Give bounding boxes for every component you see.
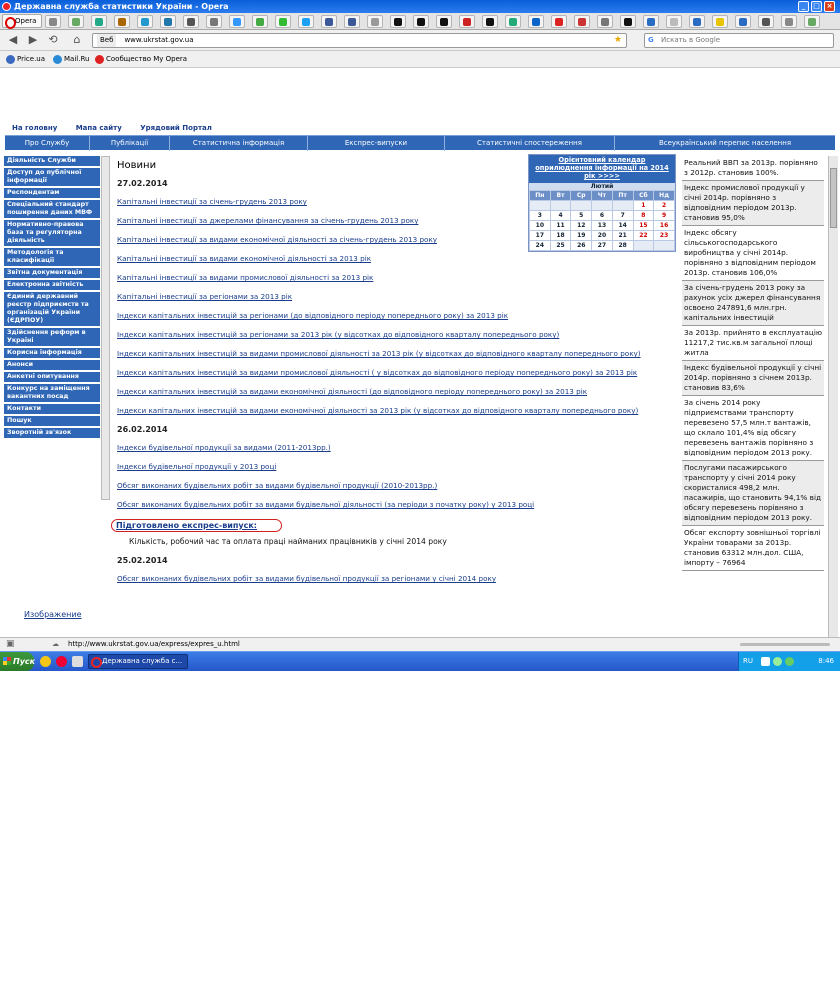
speed-dial-tab-icon[interactable] (68, 15, 84, 28)
calendar-day[interactable]: 16 (654, 221, 674, 230)
cloud-icon[interactable]: ☁ (52, 640, 59, 648)
speed-dial-tab-icon[interactable] (275, 15, 291, 28)
news-link[interactable]: Індекси капітальних інвестицій за видами промислової діяльності за 2013 рік (у відсотках до відповідного кварталу попереднього року) (117, 349, 641, 358)
site-icon (463, 18, 471, 26)
speed-dial-tab-icon[interactable] (574, 15, 590, 28)
left-nav-item[interactable]: Спеціальний стандарт поширення даних МВФ (4, 200, 100, 220)
site-icon (808, 18, 816, 26)
speed-dial-tab-icon[interactable] (666, 15, 682, 28)
left-nav-item[interactable]: Контакти (4, 404, 100, 416)
ticker-item: Індекс будівельної продукції у січні 2014р. порівняно з січнем 2013р. становив 83,6% (682, 361, 824, 396)
tray-icon[interactable] (761, 657, 770, 666)
speed-dial-tab-icon[interactable] (459, 15, 475, 28)
site-icon (302, 18, 310, 26)
main-nav (5, 135, 835, 150)
site-icon (325, 18, 333, 26)
start-button[interactable]: Пуск (0, 652, 34, 671)
news-link[interactable]: Індекси капітальних інвестицій за видами економічної діяльності за 2013 рік (у відсотках до відповідного кварталу попереднього року) (117, 406, 639, 415)
site-icon (693, 18, 701, 26)
site-icon (118, 18, 126, 26)
calendar-header-link[interactable]: Орієнтовний календар оприлюднення інформації на 2014 рік >>>> (529, 155, 675, 183)
calendar-day[interactable]: 11 (551, 221, 571, 230)
main-nav-about[interactable]: Про Службу (5, 136, 90, 151)
speed-dial-tab-icon[interactable] (551, 15, 567, 28)
news-link[interactable]: Капітальні інвестиції за видами економічної діяльності за 2013 рік (117, 254, 372, 263)
calendar-weekday: Сб (634, 191, 654, 200)
site-icon (716, 18, 724, 26)
image-link[interactable]: Изображение (24, 610, 82, 619)
speed-dial-tab-icon[interactable] (804, 15, 820, 28)
ticker-item: Реальний ВВП за 2013р. порівняно з 2012р. становив 100%. (682, 156, 824, 181)
news-link[interactable]: Індекси капітальних інвестицій за видами економічної діяльності (до відповідного періоду попереднього року) за 2013 рік (117, 387, 588, 396)
close-icon[interactable]: × (824, 1, 835, 12)
news-group-links (117, 574, 677, 584)
speed-dial-tab-icon[interactable] (344, 15, 360, 28)
speed-dial-tab-icon[interactable] (781, 15, 797, 28)
ticker-item: За січень 2014 року підприємствами транспорту перевезено 57,5 млн.т вантажів, що склало 101,4% від обсягу перевезень вантажів порівняно з відповідним періодом 2013 року. (682, 396, 824, 461)
left-nav-item[interactable]: Нормативно-правова база та регуляторна діяльність (4, 220, 100, 248)
calendar-day[interactable]: 23 (654, 231, 674, 240)
news-link[interactable]: Обсяг виконаних будівельних робіт за видами будівельної продукції (2010-2013рр.) (117, 481, 438, 490)
speed-dial-tab-icon[interactable] (597, 15, 613, 28)
speed-dial-tab-icon[interactable] (45, 15, 61, 28)
status-url: http://www.ukrstat.gov.ua/express/expres_u.html (68, 640, 240, 648)
site-icon (440, 18, 448, 26)
google-icon: G (648, 36, 654, 44)
site-icon (486, 18, 494, 26)
calendar-weekday: Пт (613, 191, 633, 200)
calendar-day[interactable]: 22 (634, 231, 654, 240)
news-link[interactable]: Капітальні інвестиції за джерелами фінансування за січень-грудень 2013 року (117, 216, 419, 225)
tray-icon[interactable] (785, 657, 794, 666)
page-scrollbar[interactable] (828, 156, 838, 637)
system-tray (738, 652, 840, 671)
news-link[interactable]: Індекси будівельної продукції за видами (2011-2013рр.) (117, 443, 331, 452)
site-icon (417, 18, 425, 26)
left-nav-item[interactable]: Анонси (4, 360, 100, 372)
calendar-grid (529, 190, 675, 251)
calendar-day[interactable]: 5 (571, 211, 591, 220)
site-icon (210, 18, 218, 26)
site-icon (762, 18, 770, 26)
calendar-day[interactable]: 28 (613, 241, 633, 250)
window-titlebar (0, 0, 840, 13)
site-icon (95, 18, 103, 26)
top-link-home[interactable]: На головну (12, 124, 58, 132)
release-calendar (528, 154, 676, 252)
news-date: 27.02.2014 (117, 179, 168, 188)
news-link[interactable]: Індекси будівельної продукції у 2013 році (117, 462, 277, 471)
calendar-day[interactable]: 12 (571, 221, 591, 230)
site-icon (233, 18, 241, 26)
tray-icon[interactable] (773, 657, 782, 666)
main-nav-statistical-info[interactable]: Статистична інформація (170, 136, 308, 151)
rewind-icon[interactable]: ⟲ (48, 33, 58, 46)
calendar-day[interactable]: 25 (551, 241, 571, 250)
page-content (0, 68, 840, 637)
scrollbar-thumb[interactable] (830, 168, 837, 228)
calendar-day (634, 241, 654, 250)
top-link-sitemap[interactable]: Мапа сайту (75, 124, 122, 132)
tab-bar (0, 13, 840, 30)
express-release-link[interactable]: Підготовлено експрес-випуск: (111, 519, 282, 532)
left-nav-item[interactable]: Єдиний державний реєстр підприємств та організацій України (ЄДРПОУ) (4, 292, 100, 328)
express-release-text: Кількість, робочий час та оплата праці найманих працівників у січні 2014 року (129, 537, 447, 546)
minimize-icon[interactable]: _ (798, 1, 809, 12)
left-nav-item[interactable]: Пошук (4, 416, 100, 428)
calendar-weekday: Нд (654, 191, 674, 200)
calendar-day[interactable]: 20 (592, 231, 612, 240)
news-link[interactable]: Обсяг виконаних будівельних робіт за видами будівельної продукції за регіонами у січні 2014 року (117, 574, 497, 583)
speed-dial-tab-icon[interactable] (206, 15, 222, 28)
ticker-item: Індекс обсягу сільськогосподарського виробництва у січні 2014р. порівняно з відповідним періодом 2013р. становив 106,0% (682, 226, 824, 281)
news-group-links (117, 443, 677, 510)
calendar-day[interactable]: 10 (530, 221, 550, 230)
opera-menu-label: Opera (15, 17, 37, 25)
calendar-day[interactable]: 9 (654, 211, 674, 220)
left-nav-item[interactable]: Корисна інформація (4, 348, 100, 360)
left-nav-item[interactable]: Методологія та класифікації (4, 248, 100, 268)
language-indicator[interactable]: RU (743, 657, 753, 665)
site-icon (256, 18, 264, 26)
calendar-day (592, 201, 612, 210)
calendar-day (654, 241, 674, 250)
news-title: Новини (117, 160, 157, 171)
site-icon (647, 18, 655, 26)
speed-dial-tab-icon[interactable] (436, 15, 452, 28)
site-icon (739, 18, 747, 26)
clock: 8:46 (818, 657, 834, 665)
main-nav-statistical-surveys[interactable]: Статистичні спостереження (445, 136, 615, 151)
quicklaunch-icon[interactable] (40, 656, 51, 667)
taskbar-item-opera[interactable]: Державна служба с... (88, 654, 188, 669)
navigation-bar (0, 30, 840, 51)
speed-dial-tab-icon[interactable] (252, 15, 268, 28)
speed-dial-tab-icon[interactable] (321, 15, 337, 28)
news-link[interactable]: Капітальні інвестиції за видами економічної діяльності за січень-грудень 2013 року (117, 235, 438, 244)
mail-ru-icon (53, 55, 62, 64)
calendar-day[interactable]: 3 (530, 211, 550, 220)
site-icon (670, 18, 678, 26)
main-nav-census[interactable]: Всеукраїнський перепис населення (658, 139, 792, 147)
speed-dial-tab-icon[interactable] (160, 15, 176, 28)
calendar-weekday: Чт (592, 191, 612, 200)
maximize-icon[interactable]: □ (811, 1, 822, 12)
search-input[interactable] (644, 33, 834, 48)
address-tag: Веб (97, 34, 116, 47)
news-date: 26.02.2014 (117, 425, 168, 434)
speed-dial-tab-icon[interactable] (689, 15, 705, 28)
bookmark-price-ua[interactable]: Price.ua (17, 55, 46, 63)
opera-quicklaunch-icon[interactable] (56, 656, 67, 667)
site-icon (601, 18, 609, 26)
calendar-day[interactable]: 6 (592, 211, 612, 220)
calendar-day[interactable]: 8 (634, 211, 654, 220)
calendar-day (613, 201, 633, 210)
speed-dial-tab-icon[interactable] (482, 15, 498, 28)
window-title: Державна служба статистики України - Opera (14, 2, 229, 11)
status-bar (0, 637, 840, 651)
news-link[interactable]: Індекси капітальних інвестицій за регіонами (до відповідного періоду попереднього року) за 2013 рік (117, 311, 509, 320)
left-nav-item[interactable]: Зворотній зв'язок (4, 428, 100, 440)
search-placeholder: Искать в Google (661, 36, 721, 44)
calendar-day (530, 201, 550, 210)
calendar-day[interactable]: 4 (551, 211, 571, 220)
my-opera-icon (95, 55, 104, 64)
main-nav-publications[interactable]: Публікації (90, 136, 170, 151)
site-icon (578, 18, 586, 26)
site-icon (555, 18, 563, 26)
bookmark-my-opera[interactable]: Сообщество My Opera (106, 55, 188, 63)
speed-dial-tab-icon[interactable] (735, 15, 751, 28)
speed-dial-tab-icon[interactable] (114, 15, 130, 28)
speed-dial-tab-icon[interactable] (413, 15, 429, 28)
calendar-day[interactable]: 15 (634, 221, 654, 230)
calendar-weekday: Вт (551, 191, 571, 200)
speed-dial-tab-icon[interactable] (758, 15, 774, 28)
ticker-item: За 2013р. прийнято в експлуатацію 11217,2 тис.кв.м загальної площі житла (682, 326, 824, 361)
star-icon[interactable]: ★ (613, 35, 622, 45)
calendar-weekday: Ср (571, 191, 591, 200)
calendar-day[interactable]: 21 (613, 231, 633, 240)
news-link[interactable]: Капітальні інвестиції за січень-грудень 2013 року (117, 197, 307, 206)
calendar-day[interactable]: 24 (530, 241, 550, 250)
news-link[interactable]: Індекси капітальних інвестицій за регіонами за 2013 рік (у відсотках до відповідного кварталу попереднього року) (117, 330, 560, 339)
panel-toggle-icon[interactable]: ▣ (6, 639, 15, 649)
speed-dial-tab-icon[interactable] (390, 15, 406, 28)
calendar-day[interactable]: 17 (530, 231, 550, 240)
news-link[interactable]: Обсяг виконаних будівельних робіт за видами будівельної діяльності (за періоди з початку року) у 2013 році (117, 500, 535, 509)
left-nav-item[interactable]: Респондентам (4, 188, 100, 200)
calendar-day[interactable]: 1 (634, 201, 654, 210)
ticker-item: За січень-грудень 2013 року за рахунок усіх джерел фінансування освоєно 247891,6 млн.грн. капітальних інвестицій (682, 281, 824, 326)
site-icon (509, 18, 517, 26)
speed-dial-tab-icon[interactable] (367, 15, 383, 28)
desktop-icon[interactable] (72, 656, 83, 667)
left-nav-item[interactable]: Доступ до публічної інформації (4, 168, 100, 188)
calendar-day[interactable]: 13 (592, 221, 612, 230)
ticker-item: Індекс промислової продукції у січні 2014р. порівняно з відповідним періодом 2013р. становив 95,0% (682, 181, 824, 226)
calendar-day[interactable]: 26 (571, 241, 591, 250)
opera-app-icon (2, 2, 11, 11)
site-icon (348, 18, 356, 26)
bookmark-mail-ru[interactable]: Mail.Ru (64, 55, 90, 63)
speed-dial-tab-icon[interactable] (183, 15, 199, 28)
address-bar[interactable] (92, 33, 627, 48)
speed-dial-tab-icon[interactable] (91, 15, 107, 28)
site-icon (394, 18, 402, 26)
home-icon[interactable]: ⌂ (73, 33, 81, 46)
news-link[interactable]: Капітальні інвестиції за видами промислової діяльності за 2013 рік (117, 273, 374, 282)
site-icon (624, 18, 632, 26)
site-icon (785, 18, 793, 26)
calendar-day[interactable]: 27 (592, 241, 612, 250)
calendar-day[interactable]: 18 (551, 231, 571, 240)
price-ua-icon (6, 55, 15, 64)
site-icon (49, 18, 57, 26)
calendar-day[interactable]: 19 (571, 231, 591, 240)
windows-taskbar (0, 651, 840, 671)
top-links (12, 124, 228, 132)
address-url: www.ukrstat.gov.ua (124, 36, 194, 44)
speed-dial-tab-icon[interactable] (137, 15, 153, 28)
calendar-day[interactable]: 14 (613, 221, 633, 230)
calendar-weekday: Пн (530, 191, 550, 200)
speed-dial-tab-icon[interactable] (620, 15, 636, 28)
left-scrollbar[interactable] (101, 156, 110, 500)
ticker-item: Послугами пасажирського транспорту у січні 2014 року скористалися 498,2 млн. пасажирів, що становить 94,1% від обсягу перевезень порівняно з відповідним періодом 2013 року. (682, 461, 824, 526)
back-icon[interactable]: ◀ (8, 33, 18, 46)
site-icon (187, 18, 195, 26)
left-nav-item[interactable]: Звітна документація (4, 268, 100, 280)
site-icon (72, 18, 80, 26)
site-icon (371, 18, 379, 26)
speed-dial-tab-icon[interactable] (229, 15, 245, 28)
left-nav-item[interactable]: Здійснення реформ в Україні (4, 328, 100, 348)
speed-dial-tab-icon[interactable] (712, 15, 728, 28)
news-link[interactable]: Індекси капітальних інвестицій за видами промислової діяльності ( у відсотках до відповідного періоду попереднього року) за 2013 рік (117, 368, 638, 377)
site-icon (532, 18, 540, 26)
left-nav-item[interactable]: Електронна звітність (4, 280, 100, 292)
left-nav-item[interactable]: Анкетні опитування (4, 372, 100, 384)
opera-menu-button[interactable] (2, 14, 42, 28)
zoom-slider[interactable] (740, 643, 830, 646)
calendar-day[interactable]: 2 (654, 201, 674, 210)
left-nav-item[interactable]: Конкурс на заміщення вакантних посад (4, 384, 100, 404)
forward-icon[interactable]: ▶ (28, 33, 38, 46)
calendar-day (571, 201, 591, 210)
site-icon (164, 18, 172, 26)
top-link-gov-portal[interactable]: Урядовий Портал (140, 124, 212, 132)
calendar-month: Лютий (529, 183, 675, 190)
stats-ticker (682, 156, 824, 637)
speed-dial-tab-icon[interactable] (298, 15, 314, 28)
main-nav-express-releases[interactable]: Експрес-випуски (308, 136, 445, 151)
left-nav (4, 156, 100, 440)
site-icon (141, 18, 149, 26)
speed-dial-tab-icon[interactable] (528, 15, 544, 28)
site-icon (279, 18, 287, 26)
news-date: 25.02.2014 (117, 556, 168, 565)
calendar-day (551, 201, 571, 210)
calendar-day[interactable]: 7 (613, 211, 633, 220)
bookmarks-bar (0, 51, 840, 68)
ticker-item: Обсяг експорту зовнішньої торгівлі України товарами за 2013р. становив 63312 млн.дол. США, імпорту – 76964 (682, 526, 824, 571)
speed-dial-tab-icon[interactable] (643, 15, 659, 28)
news-link[interactable]: Капітальні інвестиції за регіонами за 2013 рік (117, 292, 293, 301)
left-nav-item[interactable]: Діяльність Служби (4, 156, 100, 168)
speed-dial-tab-icon[interactable] (505, 15, 521, 28)
